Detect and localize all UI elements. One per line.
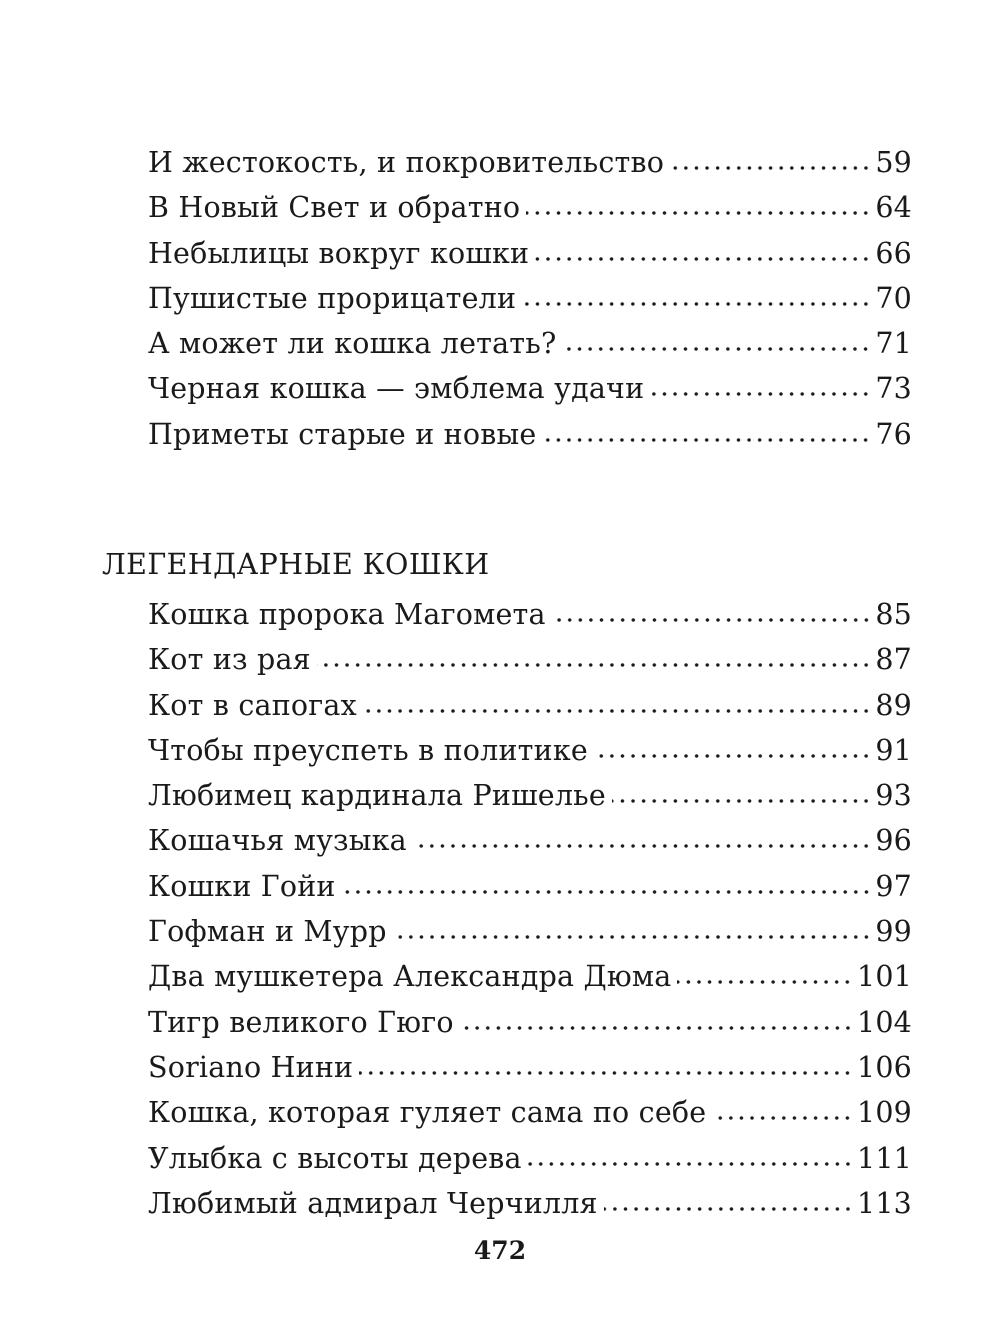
dot-leader — [670, 166, 871, 170]
toc-entry-title: Кошки Гойи — [148, 869, 336, 903]
toc-entry-title: Кот в сапогах — [148, 688, 357, 722]
toc-entry — [148, 366, 912, 411]
dot-leader — [359, 1071, 853, 1075]
toc-entry — [148, 909, 912, 954]
toc-entry — [148, 773, 912, 818]
toc-entry — [148, 637, 912, 682]
toc-entry-page: 59 — [875, 146, 912, 179]
toc-entry — [148, 276, 912, 321]
toc-entry-title: Любимец кардинала Ришелье — [148, 779, 606, 813]
toc-entry-page: 99 — [875, 915, 912, 949]
toc-entry-title: В Новый Свет и обратно — [148, 191, 521, 225]
toc-entry-title: И жестокость, и покровительство — [148, 146, 665, 179]
toc-entry-title: Кот из рая — [148, 643, 311, 677]
toc-entry-title: Гофман и Мурр — [148, 915, 387, 949]
toc-entry-title: Тигр великого Гюго — [148, 1005, 454, 1039]
dot-leader — [535, 257, 871, 261]
toc-entry-title: А может ли кошка летать? — [148, 327, 557, 361]
toc-entry-page: 109 — [857, 1096, 912, 1130]
dot-leader — [542, 438, 871, 442]
toc-entry-title: Чтобы преуспеть в политике — [148, 733, 588, 767]
toc-entry-title: Черная кошка — эмблема удачи — [148, 372, 645, 406]
toc-entry-page: 106 — [857, 1050, 912, 1084]
toc-entry — [148, 412, 912, 457]
toc-entry — [148, 1136, 912, 1181]
toc-entry-page: 97 — [875, 869, 912, 903]
dot-leader — [712, 1116, 853, 1120]
toc-entry-title: Кошка, которая гуляет сама по себе — [148, 1096, 707, 1130]
toc-entry — [148, 140, 912, 185]
dot-leader — [650, 392, 871, 396]
page-number: 472 — [473, 1236, 527, 1265]
dot-leader — [342, 890, 872, 894]
toc-entry-page: 89 — [875, 688, 912, 722]
toc-entry-page: 101 — [857, 960, 912, 994]
toc-entry-page: 96 — [875, 824, 912, 858]
dot-leader — [317, 663, 871, 667]
toc-entry-page: 91 — [875, 733, 912, 767]
toc-entry — [148, 1181, 912, 1226]
dot-leader — [612, 799, 871, 803]
toc-entry-title: Пушистые прорицатели — [148, 281, 517, 315]
toc-entry-title: Улыбка с высоты дерева — [148, 1141, 522, 1175]
dot-leader — [363, 709, 871, 713]
toc-entry-page: 70 — [875, 281, 912, 315]
toc-entry — [148, 864, 912, 909]
toc-entry — [148, 1090, 912, 1135]
dot-leader — [528, 1162, 853, 1166]
toc-entry — [148, 818, 912, 863]
toc-list-legendary-cats — [148, 592, 912, 1226]
dot-leader — [604, 1207, 853, 1211]
dot-leader — [393, 935, 872, 939]
toc-entry-page: 73 — [875, 372, 912, 406]
toc-entry — [148, 592, 912, 637]
toc-entry-page: 113 — [857, 1186, 912, 1220]
dot-leader — [562, 347, 871, 351]
toc-entry-title: Кошачья музыка — [148, 824, 407, 858]
dot-leader — [460, 1026, 853, 1030]
dot-leader — [677, 980, 853, 984]
toc-entry — [148, 185, 912, 230]
toc-entry-title: Кошка пророка Магомета — [148, 598, 546, 631]
toc-entry — [148, 321, 912, 366]
toc-entry — [148, 1000, 912, 1045]
toc-entry-page: 87 — [875, 643, 912, 677]
toc-list-continued — [148, 140, 912, 457]
dot-leader — [526, 211, 871, 215]
toc-entry-page: 111 — [857, 1141, 912, 1175]
toc-entry-page: 104 — [857, 1005, 912, 1039]
toc-entry-title: Небылицы вокруг кошки — [148, 236, 530, 270]
toc-entry-title: Приметы старые и новые — [148, 417, 537, 451]
toc-entry-page: 93 — [875, 779, 912, 813]
toc-entry — [148, 954, 912, 999]
toc-entry — [148, 683, 912, 728]
toc-entry-title: Любимый адмирал Черчилля — [148, 1186, 598, 1220]
toc-entry-page: 64 — [875, 191, 912, 225]
dot-leader — [413, 844, 871, 848]
dot-leader — [522, 302, 871, 306]
toc-entry — [148, 231, 912, 276]
toc-entry-page: 76 — [875, 417, 912, 451]
toc-entry — [148, 1045, 912, 1090]
toc-entry-page: 66 — [875, 236, 912, 270]
dot-leader — [594, 754, 871, 758]
toc-entry-page: 85 — [875, 598, 912, 631]
toc-entry-page: 71 — [875, 327, 912, 361]
toc-entry — [148, 728, 912, 773]
dot-leader — [552, 618, 872, 622]
section-heading: ЛЕГЕНДАРНЫЕ КОШКИ — [102, 548, 490, 581]
toc-entry-title: Soriano Нини — [148, 1050, 354, 1084]
toc-entry-title: Два мушкетера Александра Дюма — [148, 960, 672, 994]
